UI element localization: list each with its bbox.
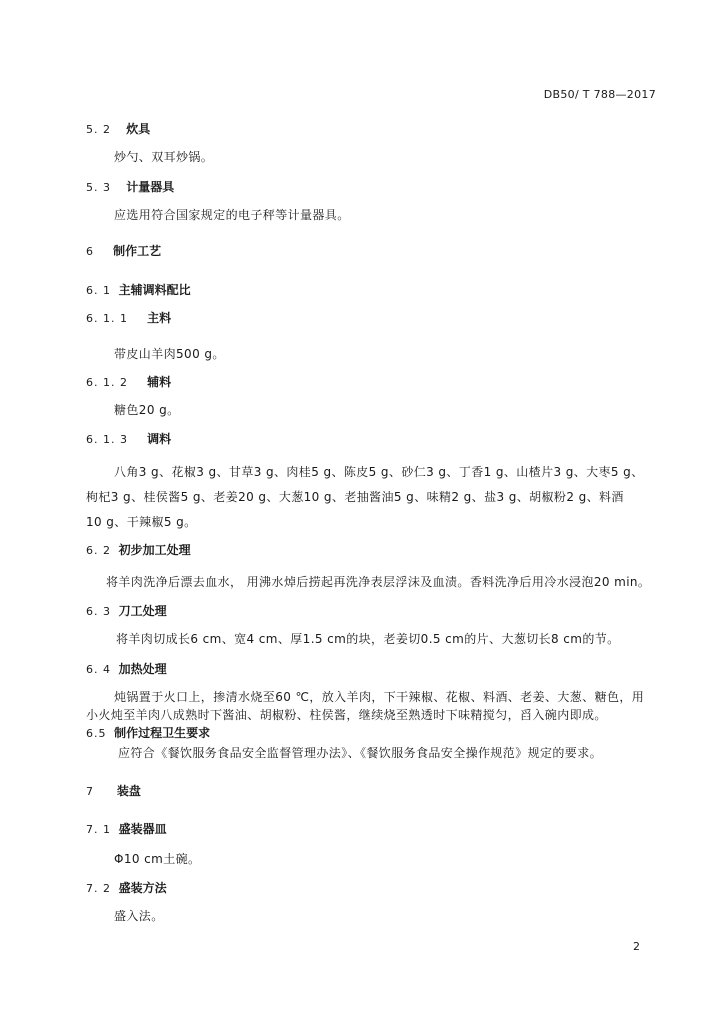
- section-number: 6. 1. 2: [86, 376, 128, 389]
- section-number: 6. 4: [86, 663, 111, 676]
- section-number: 6. 1: [86, 284, 111, 297]
- section-number: 6. 1. 1: [86, 312, 128, 325]
- section-number: 7. 1: [86, 823, 111, 836]
- section-6-1-1-body: 带皮山羊肉500 g。: [114, 347, 225, 361]
- section-title: 制作工艺: [113, 244, 162, 258]
- section-number: 5. 2: [86, 123, 111, 136]
- section-6-3-body: 将羊肉切成长6 cm、宽4 cm、厚1.5 cm的块，老姜切0.5 cm的片、大葱切长8 cm的节。: [116, 632, 620, 646]
- section-title: 主料: [147, 311, 172, 325]
- section-number: 6: [86, 245, 94, 258]
- section-6-1-3-heading: [86, 430, 171, 447]
- section-number: 6.5: [86, 727, 107, 740]
- section-6-4-line-2: 小火炖至羊肉八成熟时下酱油、胡椒粉、柱侯酱，继续烧至熟透时下味精搅匀，舀入碗内即成。: [86, 708, 607, 722]
- section-5-2-body: 炒勺、双耳炒锅。: [114, 150, 214, 164]
- section-number: 6. 2: [86, 544, 111, 557]
- section-title: 制作过程卫生要求: [114, 726, 211, 740]
- document-code: DB50/ T 788—2017: [543, 88, 656, 101]
- section-number: 6. 3: [86, 605, 111, 618]
- section-6-2-body: 将羊肉洗净后漂去血水， 用沸水焯后捞起再洗净表层浮沫及血渍。香料洗净后用冷水浸泡20 min。: [106, 575, 651, 589]
- section-6-1-heading: [86, 281, 191, 298]
- section-title: 调料: [147, 432, 172, 446]
- section-title: 炊具: [126, 122, 151, 136]
- section-7-2-heading: [86, 879, 167, 896]
- section-5-3-heading: [86, 178, 174, 195]
- section-6-1-3-line-1: 八角3 g、花椒3 g、甘草3 g、肉桂5 g、陈皮5 g、砂仁3 g、丁香1 g、山楂片3 g、大枣5 g、: [114, 465, 644, 479]
- section-6-1-1-heading: [86, 309, 171, 326]
- section-5-3-body: 应选用符合国家规定的电子秤等计量器具。: [114, 208, 350, 222]
- section-6-4-line-1: 炖锅置于火口上，掺清水烧至60 ℃，放入羊肉，下干辣椒、花椒、料酒、老姜、大葱、糖色，用: [114, 690, 645, 704]
- section-7-1-heading: [86, 820, 167, 837]
- section-title: 盛装方法: [118, 881, 167, 895]
- section-7-1-body: Φ10 cm土碗。: [114, 852, 201, 866]
- section-6-3-heading: [86, 602, 167, 619]
- section-7-2-body: 盛入法。: [114, 909, 164, 923]
- section-6-4-heading: [86, 660, 167, 677]
- section-number: 6. 1. 3: [86, 433, 128, 446]
- section-title: 盛装器皿: [118, 822, 167, 836]
- section-6-1-2-heading: [86, 373, 171, 390]
- section-6-5-body: 应符合《餐饮服务食品安全监督管理办法》、《餐饮服务食品安全操作规范》规定的要求。: [118, 746, 603, 760]
- section-6-1-3-line-2: 枸杞3 g、桂侯酱5 g、老姜20 g、大葱10 g、老抽酱油5 g、味精2 g、盐3 g、胡椒粉2 g、料酒: [86, 490, 624, 504]
- section-title: 初步加工处理: [118, 543, 191, 557]
- section-title: 辅料: [147, 375, 172, 389]
- section-6-heading: [86, 242, 161, 259]
- section-number: 5. 3: [86, 181, 111, 194]
- section-6-5-heading: [86, 724, 210, 741]
- section-number: 7: [86, 785, 94, 798]
- section-6-1-3-line-3: 10 g、干辣椒5 g。: [86, 515, 197, 529]
- section-7-heading: [86, 782, 141, 799]
- section-title: 主辅调料配比: [118, 283, 191, 297]
- section-title: 刀工处理: [118, 604, 167, 618]
- section-6-2-heading: [86, 541, 191, 558]
- section-title: 加热处理: [118, 662, 167, 676]
- section-5-2-heading: [86, 120, 150, 137]
- section-6-1-2-body: 糖色20 g。: [114, 403, 180, 417]
- section-number: 7. 2: [86, 882, 111, 895]
- section-title: 计量器具: [126, 180, 175, 194]
- page-number: 2: [633, 940, 640, 953]
- section-title: 装盘: [116, 784, 141, 798]
